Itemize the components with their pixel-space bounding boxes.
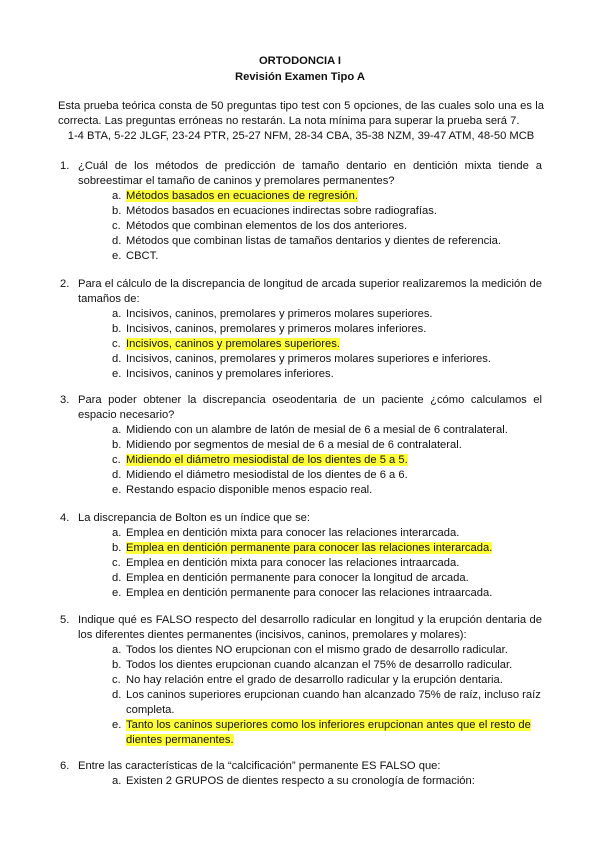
option-b: b. Métodos basados en ecuaciones indirectas sobre radiografías. [112,205,437,217]
question-2 [60,277,542,382]
intro-paragraph [58,99,544,144]
option-e: e. Restando espacio disponible menos espacio real. [112,484,373,496]
option-e: e. Incisivos, caninos y premolares inferiores. [112,368,334,380]
correct-answer-highlight: Métodos basados en ecuaciones de regresión. [126,190,358,202]
option-b: b. Midiendo por segmentos de mesial de 6 a mesial de 6 contralateral. [112,439,462,451]
option-d: d. Emplea en dentición permanente para conocer la longitud de arcada. [112,572,469,584]
option-a: a. Midiendo con un alambre de latón de mesial de 6 a mesial de 6 contralateral. [112,424,508,436]
question-text: Para el cálculo de la discrepancia de longitud de arcada superior realizaremos la medición de tamaños de: [78,278,542,305]
question-5 [60,613,542,748]
option-d: d. Midiendo el diámetro mesiodistal de los dientes de 6 a 6. [112,469,408,481]
question-4 [60,511,542,601]
correct-answer-highlight: Tanto los caninos superiores como los inferiores erupcionan antes que el resto de dientes permanentes. [126,719,531,746]
question-text: Indique qué es FALSO respecto del desarrollo radicular en longitud y la erupción dentaria de los diferentes dientes permanentes (incisivos, caninos, premolares y molares): [78,614,542,641]
option-a: a. Emplea en dentición mixta para conocer las relaciones interarcada. [112,527,460,539]
document-title: ORTODONCIA I [258,55,342,67]
option-d: d. Los caninos superiores erupcionan cuando han alcanzado 75% de raíz, incluso raíz completa. [112,689,541,716]
option-a: a. Existen 2 GRUPOS de dientes respecto a su cronología de formación: [112,775,475,787]
intro-instructions: Esta prueba teórica consta de 50 preguntas tipo test con 5 opciones, de las cuales solo una es la correcta. Las preguntas erróneas no restarán. La nota mínima para superar la prueba será 7. [58,100,544,127]
option-b: b. Emplea en dentición permanente para conocer las relaciones interarcada. [112,542,493,554]
option-e: e. Emplea en dentición permanente para conocer las relaciones intraarcada. [112,587,493,599]
intro-authors: 1-4 BTA, 5-22 JLGF, 23-24 PTR, 25-27 NFM, 28-34 CBA, 35-38 NZM, 39-47 ATM, 48-50 MCB [67,130,535,142]
question-3 [60,393,542,498]
option-b: b. Incisivos, caninos, premolares y primeros molares inferiores. [112,323,427,335]
correct-answer-highlight: Emplea en dentición permanente para conocer las relaciones interarcada. [126,542,493,554]
correct-answer-highlight: Incisivos, caninos y premolares superiores. [126,338,340,350]
option-e: e. CBCT. [112,250,159,262]
option-b: b. Todos los dientes erupcionan cuando alcanzan el 75% de desarrollo radicular. [112,659,513,671]
question-number: 1. [60,160,70,172]
document-subtitle: Revisión Examen Tipo A [235,71,365,83]
option-e: e. Tanto los caninos superiores como los inferiores erupcionan antes que el resto de dientes permanentes. [112,719,531,746]
question-number: 4. [60,512,70,524]
option-c: c. Midiendo el diámetro mesiodistal de los dientes de 5 a 5. [112,454,408,466]
option-c: c. Emplea en dentición mixta para conocer las relaciones intraarcada. [112,557,460,569]
question-text: ¿Cuál de los métodos de predicción de tamaño dentario en dentición mixta tiende a sobreestimar el tamaño de caninos y premolares permanentes? [78,160,542,187]
question-number: 6. [60,760,70,772]
option-d: d. Incisivos, caninos, premolares y primeros molares superiores e inferiores. [112,353,491,365]
question-text: Entre las características de la “calcificación” permanente ES FALSO que: [78,760,441,772]
question-number: 3. [60,394,70,406]
option-a: a. Incisivos, caninos, premolares y primeros molares superiores. [112,308,433,320]
question-1 [60,159,542,264]
option-d: d. Métodos que combinan listas de tamaños dentarios y dientes de referencia. [112,235,501,247]
question-number: 2. [60,278,70,290]
option-c: c. No hay relación entre el grado de desarrollo radicular y la erupción dentaria. [112,674,503,686]
option-a: a. Todos los dientes NO erupcionan con el mismo grado de desarrollo radicular. [112,644,508,656]
question-text: La discrepancia de Bolton es un índice que se: [78,512,310,524]
correct-answer-highlight: Midiendo el diámetro mesiodistal de los dientes de 5 a 5. [126,454,408,466]
option-c: c. Métodos que combinan elementos de los dos anteriores. [112,220,408,232]
option-c: c. Incisivos, caninos y premolares superiores. [112,338,340,350]
question-text: Para poder obtener la discrepancia oseodentaria de un paciente ¿cómo calculamos el espacio necesario? [78,394,542,421]
question-number: 5. [60,614,70,626]
option-a: a. Métodos basados en ecuaciones de regresión. [112,190,358,202]
question-6 [60,759,542,789]
